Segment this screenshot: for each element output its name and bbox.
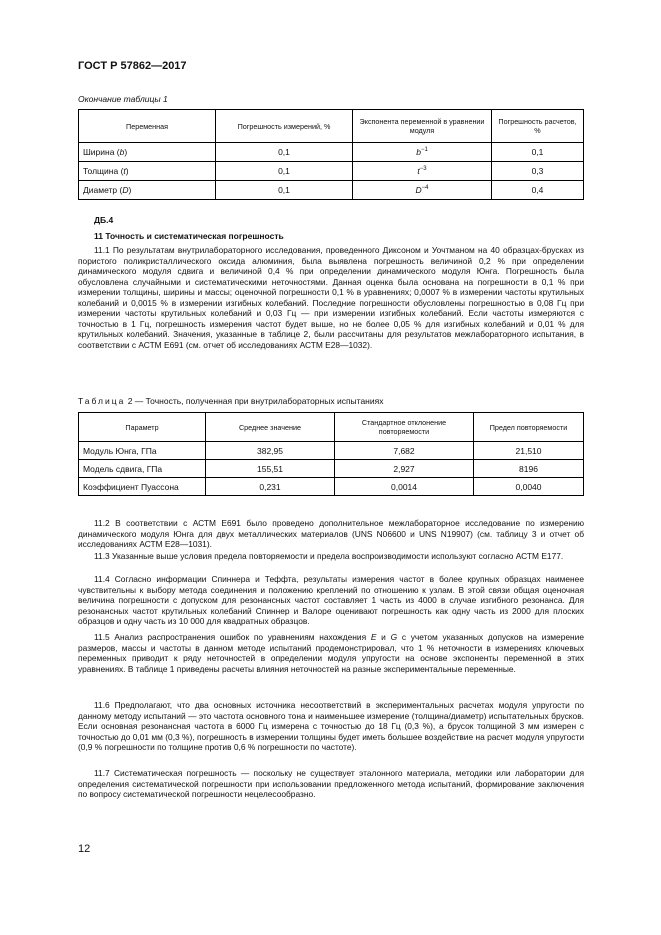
symbol-g: G [390, 632, 398, 642]
table1-var-cell: Диаметр (D) [79, 181, 216, 200]
table2-caption-text: 2 — Точность, полученная при внутрилабораторных испытаниях [127, 396, 384, 406]
table1-exp-cell [353, 181, 492, 200]
table2-param-cell: Модель сдвига, ГПа [79, 460, 206, 478]
symbol-e: E [370, 632, 377, 642]
para-11-5-start: 11.5 Анализ распространения ошибок по уравнениям нахождения [94, 632, 371, 642]
table1-err-cell: 0,1 [216, 162, 353, 181]
table1-header-cell: Погрешность измерений, % [216, 110, 353, 143]
para-11-5-and: и [376, 632, 391, 642]
table-row [79, 143, 584, 162]
para-11-5-rest: с учетом указанных допусков на измерение размеров, массы и частоты в данном методе испытаний продемонстрировал, что 1 % неточности в измерениях ключевых переменных приводит к ряду неточностей в определении модуля упругости на основе экспоненты переменной в этих уравнениях. В таблице 1 приведены расчеты влияния неточностей на разные экспериментальные переменные. [78, 632, 584, 674]
table1-err-cell: 0,1 [216, 143, 353, 162]
table1-var-cell: Толщина (t) [79, 162, 216, 181]
exp-power: −4 [421, 185, 429, 192]
table2-header-cell: Предел повторяемости [474, 413, 584, 442]
table1-header-cell: Погрешность расчетов, % [492, 110, 584, 143]
table2-mean-cell: 0,231 [206, 478, 335, 496]
table2-limit-cell: 21,510 [474, 442, 584, 460]
table1-err-cell: 0,1 [216, 181, 353, 200]
table2-limit-cell: 0,0040 [474, 478, 584, 496]
table2-caption [78, 396, 383, 406]
exp-base: D [415, 185, 422, 195]
paragraph-11-6: 11.6 Предполагают, что два основных источника несоответствий в экспериментальных расчетах модуля упругости по данному методу испытаний — это частота основного тона и наименьшее измерение (толщина/диаметр) испытательных брусков. Если основная резонансная частота в 6000 Гц измерена с точностью до 18 Гц (0,3 %), а брусок толщиной 3 мм измерен с точностью до 0,01 мм (0,3 %), погрешность в измерении толщины будет иметь большее воздействие на расчет модуля упругости (0,9 % погрешности по толщине против 0,6 % погрешности по частоте). [78, 700, 584, 752]
paragraph-11-7: 11.7 Систематическая погрешность — поскольку не существует эталонного материала, методики или лаборатории для определения систематической погрешности при использовании предложенного метода испытаний, формирование заключения по вопросу систематической погрешности нецелесообразно. [78, 768, 584, 799]
table2-mean-cell: 382,95 [206, 442, 335, 460]
document-header: ГОСТ Р 57862—2017 [78, 60, 187, 72]
table1 [78, 109, 584, 200]
exp-power: −3 [419, 166, 427, 173]
table1-caption: Окончание таблицы 1 [78, 94, 168, 104]
table2-param-cell: Коэффициент Пуассона [79, 478, 206, 496]
table2-limit-cell: 8196 [474, 460, 584, 478]
table-row [79, 181, 584, 200]
table2-stddev-cell: 7,682 [335, 442, 474, 460]
var-name: Ширина [83, 147, 115, 157]
table2-header-cell: Стандартное отклонение повторяемости [335, 413, 474, 442]
table1-calc-cell: 0,1 [492, 143, 584, 162]
var-name: Толщина [83, 166, 119, 176]
table1-exp-cell [353, 143, 492, 162]
table1-calc-cell: 0,3 [492, 162, 584, 181]
var-symbol: b [119, 147, 125, 157]
table-row [79, 460, 584, 478]
paragraph-11-5 [78, 632, 584, 674]
table-row [79, 478, 584, 496]
page-number: 12 [78, 843, 91, 855]
table1-calc-cell: 0,4 [492, 181, 584, 200]
section-heading: 11 Точность и систематическая погрешность [94, 231, 284, 241]
exp-power: −1 [420, 147, 428, 154]
paragraph-11-4: 11.4 Согласно информации Спиннера и Теффта, результаты измерения частот в более крупных образцах наименее чувствительны к выбору метода соединения и положению креплений по отношению к узлам. В этой связи общая оценочная величина погрешности с допуском для резонансных частот составляет 1 часть из 4000 в случае изгибного резонанса. Для резонансных частот крутильных колебаний Спиннер и Валоре оценивают погрешность как одну часть из 2000 для плоских образцов и одну часть из 10 000 для квадратных образцов. [78, 574, 584, 626]
table2-param-cell: Модуль Юнга, ГПа [79, 442, 206, 460]
exp-base: b [416, 147, 421, 157]
table2-header-cell: Параметр [79, 413, 206, 442]
table2 [78, 412, 584, 496]
table1-header-row [79, 110, 584, 143]
paragraph-11-3: 11.3 Указанные выше условия предела повторяемости и предела воспроизводимости используют согласно АСТМ Е177. [94, 551, 564, 561]
table2-stddev-cell: 2,927 [335, 460, 474, 478]
table1-exp-cell [353, 162, 492, 181]
table1-header-cell: Переменная [79, 110, 216, 143]
table2-header-cell: Среднее значение [206, 413, 335, 442]
table-row [79, 442, 584, 460]
var-name: Диаметр [83, 185, 118, 195]
table2-stddev-cell: 0,0014 [335, 478, 474, 496]
table1-var-cell: Ширина (b) [79, 143, 216, 162]
var-symbol: t [123, 166, 126, 176]
var-symbol: D [122, 185, 129, 195]
table2-header-row [79, 413, 584, 442]
table2-mean-cell: 155,51 [206, 460, 335, 478]
table1-header-cell: Экспонента переменной в уравнении модуля [353, 110, 492, 143]
section-label: ДБ.4 [94, 215, 114, 225]
table-row [79, 162, 584, 181]
paragraph-11-2: 11.2 В соответствии с АСТМ Е691 было проведено дополнительное межлабораторное исследование по измерению динамического модуля Юнга для двух металлических материалов (UNS N06600 и UNS N19907) (см. таблицу 3 и отчет об исследованиях АСТМ Е28—1031). [78, 518, 584, 549]
table2-caption-prefix: Таблица [78, 396, 126, 406]
exp-base: t [417, 166, 420, 176]
paragraph-11-1: 11.1 По результатам внутрилабораторного исследования, проведенного Диксоном и Уочтманом на 40 образцах-брусках из пористого поликристаллического оксида алюминия, была выявлена погрешность величиной 0,2 % при определении динамического модуля сдвига и величиной 0,4 % при определении динамического модуля Юнга. Погрешность была обусловлена случайными и систематическими неточностями. Данная оценка была основана на погрешности в 0,1 % при измерении толщины, ширины и массы; оценочной погрешности 0,1 % в уравнениях; 0,0007 % в измерении частоты крутильных колебаний и 0,0015 % в измерении изгибных колебаний. Последние погрешности обусловлены погрешностью в 0,08 Гц при измерении частоты крутильных колебаний и 0,03 Гц — при измерении изгибных колебаний. Если частоты измеряются с точностью в 1 Гц, погрешность измерения частот будет выше, но не более 0,05 % для изгибных колебаний и 0,01 % для крутильных колебаний. Значения, указанные в таблице 2, были рассчитаны для результатов межлабораторного испытания, в соответствии с АСТМ Е691 (см. отчет об исследованиях АСТМ Е28—1032). [78, 245, 584, 350]
